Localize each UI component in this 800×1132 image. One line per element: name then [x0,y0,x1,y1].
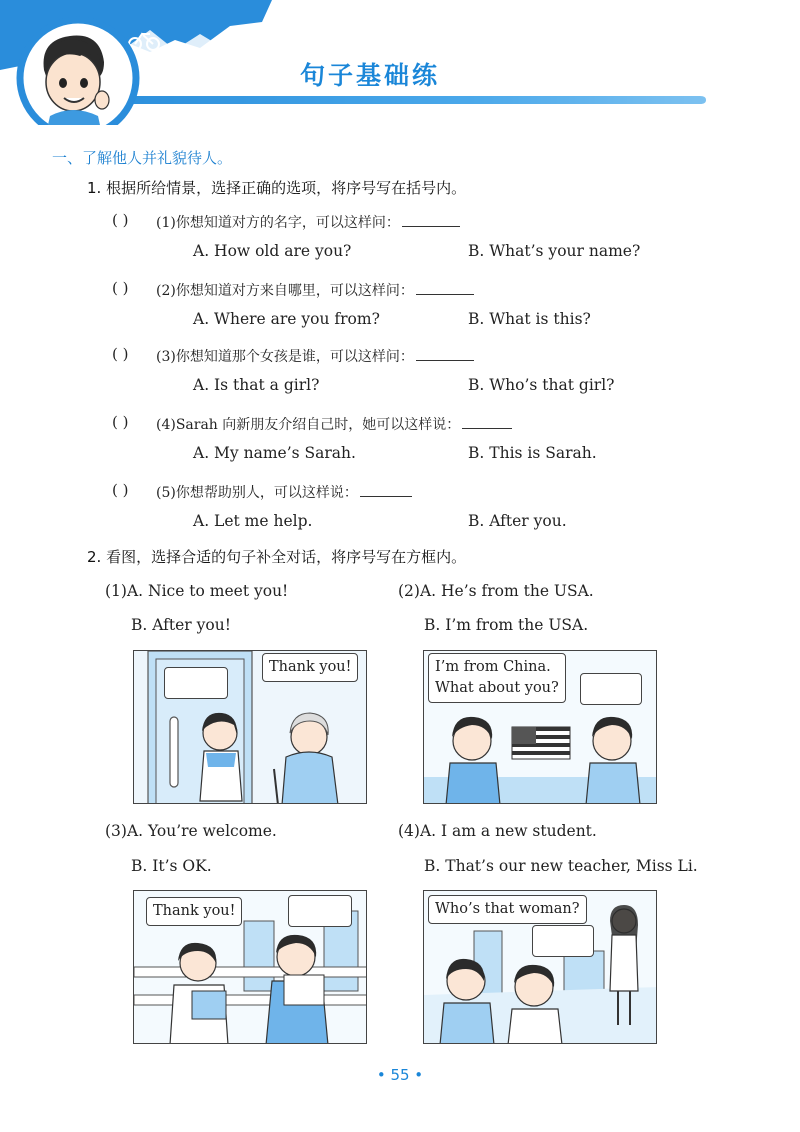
empty-speech-bubble[interactable] [580,673,642,705]
option-a: A. My name’s Sarah. [193,444,356,462]
page-title: 句子基础练 [300,61,441,90]
q1-item-prompt: (2)你想知道对方来自哪里，可以这样问： [156,280,474,300]
option-b: B. It’s OK. [131,857,212,875]
q1-item-prompt: (5)你想帮助别人，可以这样说： [156,482,412,502]
option-b: B. After you. [468,512,567,530]
option-a: A. Is that a girl? [193,376,320,394]
answer-bracket[interactable]: ( ) [112,481,129,499]
answer-blank [462,428,512,429]
usa-flag-icon [512,727,570,759]
q1-item-prompt: (4)Sarah 向新朋友介绍自己时，她可以这样说： [156,414,512,434]
answer-blank [416,360,474,361]
answer-blank [402,226,460,227]
option-a: (1)A. Nice to meet you! [105,582,289,600]
page-header [0,0,800,125]
option-b: B. This is Sarah. [468,444,597,462]
answer-bracket[interactable]: ( ) [112,413,129,431]
question-2-title: 2. 看图，选择合适的句子补全对话，将序号写在方框内。 [87,548,467,566]
option-a: A. Where are you from? [193,310,380,328]
q1-item-prompt: (3)你想知道那个女孩是谁，可以这样问： [156,346,474,366]
empty-speech-bubble[interactable] [288,895,352,927]
illustration-panel-4 [423,890,657,1044]
option-b: B. I’m from the USA. [424,616,589,634]
speech-bubble: Thank you! [146,897,242,926]
q1-item-prompt: (1)你想知道对方的名字，可以这样问： [156,212,460,232]
answer-blank [360,496,412,497]
option-b: B. What is this? [468,310,591,328]
option-a: (2)A. He’s from the USA. [398,582,594,600]
answer-bracket[interactable]: ( ) [112,345,129,363]
option-a: (3)A. You’re welcome. [105,822,277,840]
bubble-line: I’m from China. [435,659,551,675]
option-b: B. Who’s that girl? [468,376,615,394]
empty-speech-bubble[interactable] [164,667,228,699]
speech-bubble [428,653,566,703]
option-a: (4)A. I am a new student. [398,822,597,840]
answer-bracket[interactable]: ( ) [112,279,129,297]
section-title: 一、了解他人并礼貌待人。 [52,149,233,167]
question-1-title: 1. 根据所给情景，选择正确的选项，将序号写在括号内。 [87,179,467,197]
empty-speech-bubble[interactable] [532,925,594,957]
option-b: B. After you! [131,616,231,634]
speech-bubble: Thank you! [262,653,358,682]
illustration-panel-2 [423,650,657,804]
answer-bracket[interactable]: ( ) [112,211,129,229]
speech-bubble: Who’s that woman? [428,895,587,924]
option-a: A. Let me help. [193,512,313,530]
page-number: • 55 • [376,1066,424,1084]
illustration-panel-1 [133,650,367,804]
bubble-line: What about you? [435,680,559,697]
option-b: B. What’s your name? [468,242,641,260]
option-b: B. That’s our new teacher, Miss Li. [424,857,698,875]
answer-blank [416,294,474,295]
illustration-panel-3 [133,890,367,1044]
option-a: A. How old are you? [193,242,352,260]
